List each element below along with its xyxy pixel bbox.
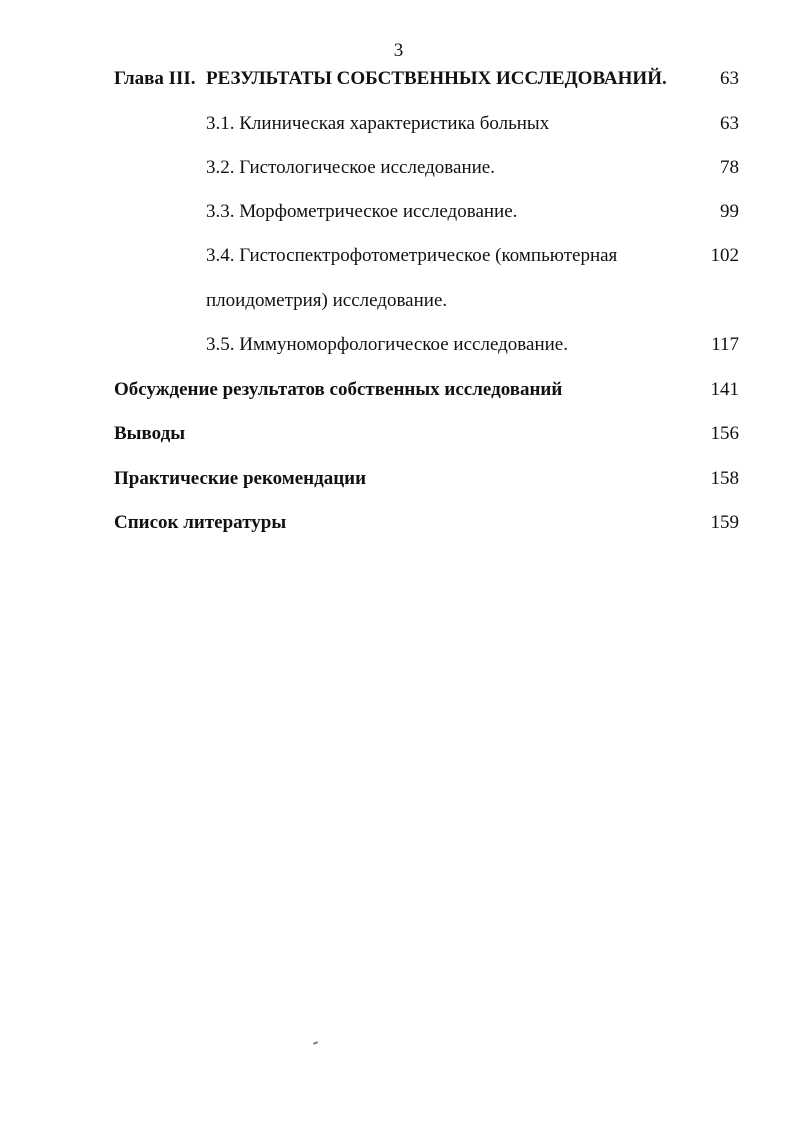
- toc-page-number: 158: [710, 468, 739, 489]
- toc-entry-row: [0, 510, 797, 536]
- toc-entry-row: [0, 466, 797, 492]
- toc-section-label: 3.2. Гистологическое исследование.: [206, 157, 495, 178]
- toc-entry-label: Обсуждение результатов собственных исследований: [114, 379, 563, 400]
- toc-section-label: плоидометрия) исследование.: [206, 290, 448, 311]
- toc-section-label: 3.1. Клиническая характеристика больных: [206, 113, 550, 134]
- toc-section-continuation-row: [0, 288, 797, 314]
- toc-chapter-head: Глава III.: [114, 68, 196, 89]
- toc-section-row: [0, 243, 797, 269]
- toc-section-label: 3.5. Иммуноморфологическое исследование.: [206, 334, 568, 355]
- toc-page-number: 99: [720, 201, 739, 222]
- scan-artifact: [313, 1041, 318, 1045]
- toc-page-number: 63: [720, 113, 739, 134]
- toc-page-number: 156: [710, 423, 739, 444]
- toc-entry-row: [0, 377, 797, 403]
- toc-entry-label: Список литературы: [114, 512, 287, 533]
- toc-page-number: 159: [710, 512, 739, 533]
- toc-page-number: 102: [710, 245, 739, 266]
- toc-section-row: [0, 155, 797, 181]
- toc-page-number: 78: [720, 157, 739, 178]
- toc-section-label: 3.4. Гистоспектрофотометрическое (компьютерная: [206, 245, 618, 266]
- page-number: 3: [393, 40, 404, 61]
- toc-entry-label: Выводы: [114, 423, 186, 444]
- toc-page-number: 117: [711, 334, 739, 355]
- toc-entry-label: Практические рекомендации: [114, 468, 367, 489]
- toc-page-number: 141: [710, 379, 739, 400]
- toc-entry-row: [0, 421, 797, 447]
- toc-chapter-title: РЕЗУЛЬТАТЫ СОБСТВЕННЫХ ИССЛЕДОВАНИЙ.: [206, 68, 667, 89]
- toc-section-row: [0, 199, 797, 225]
- toc-section-row: [0, 111, 797, 137]
- toc-page-number: 63: [720, 68, 739, 89]
- toc-section-label: 3.3. Морфометрическое исследование.: [206, 201, 518, 222]
- toc-chapter-row: [0, 66, 797, 92]
- toc-section-row: [0, 332, 797, 358]
